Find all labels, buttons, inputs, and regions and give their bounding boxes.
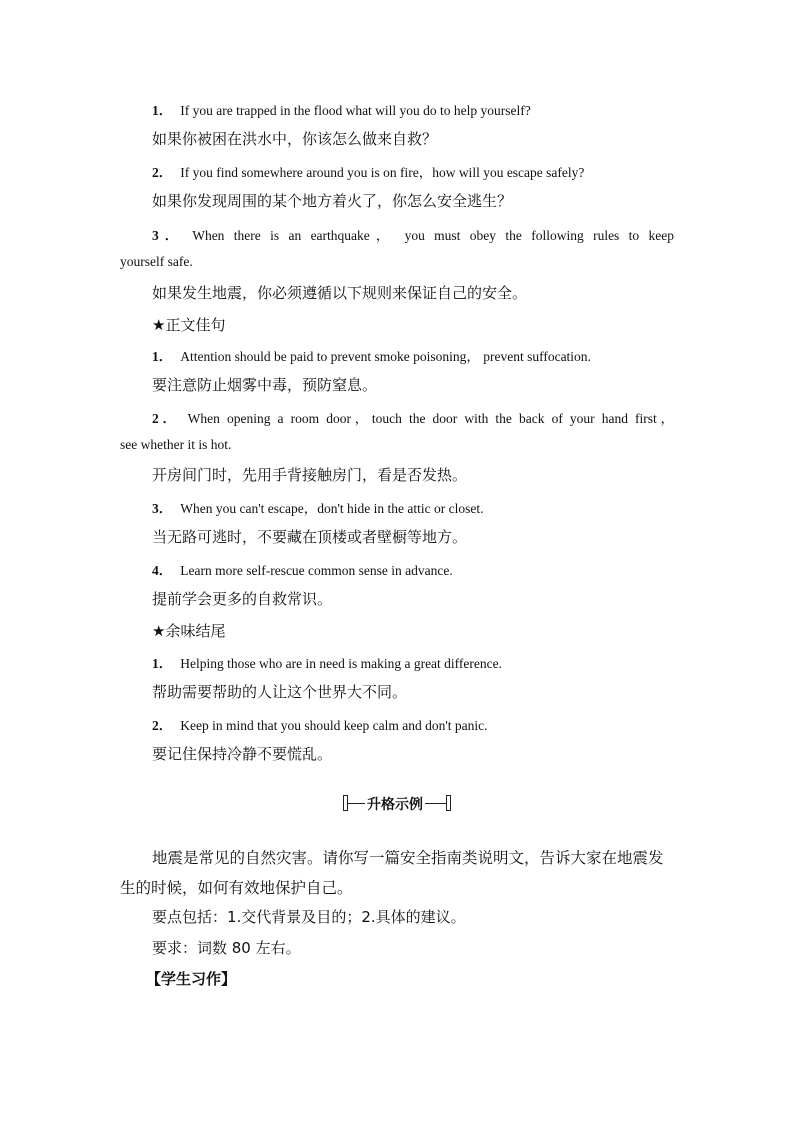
ending-section-heading: ★余味结尾 [152,622,226,640]
ending-item-1-english: 1． Helping those who are in need is making a great difference. [152,656,503,671]
body-item-1-chinese: 要注意防止烟雾中毒，预防窒息。 [152,376,378,394]
student-writing-label: 【学生习作】 [146,970,237,988]
body-item-3-chinese: 当无路可逃时，不要藏在顶楼或者壁橱等地方。 [152,528,468,546]
phrase-3-english-line1: 3． When there is an earthquake， you must obey the following rules to keep [152,228,674,243]
ending-item-2-chinese: 要记住保持冷静不要慌乱。 [152,745,333,763]
task-points: 要点包括：1.交代背景及目的；2.具体的建议。 [152,908,466,926]
task-line-2: 生的时候，如何有效地保护自己。 [120,879,353,897]
phrase-3-chinese: 如果发生地震，你必须遵循以下规则来保证自己的安全。 [152,284,528,302]
banner-label: 升格示例 [365,794,425,814]
body-item-4-chinese: 提前学会更多的自救常识。 [152,590,333,608]
phrase-3-english-line2: yourself safe. [120,254,193,269]
task-line-1: 地震是常见的自然灾害。请你写一篇安全指南类说明文，告诉大家在地震发 [152,849,664,867]
body-item-2-english-line2: see whether it is hot. [120,437,232,452]
body-section-heading: ★正文佳句 [152,316,226,334]
task-requirement: 要求：词数 80 左右。 [152,939,301,957]
body-item-2-english-line1: 2． When opening a room door，touch the door with the back of your hand first， [152,411,675,426]
body-item-2-chinese: 开房间门时，先用手背接触房门，看是否发热。 [152,466,468,484]
body-item-1-english: 1． Attention should be paid to prevent smoke poisoning， prevent suffocation. [152,349,591,364]
phrase-1-english: 1． If you are trapped in the flood what will you do to help yourself? [152,103,531,118]
phrase-1-chinese: 如果你被困在洪水中，你该怎么做来自救？ [152,130,438,148]
ending-item-2-english: 2． Keep in mind that you should keep calm and don't panic. [152,718,488,733]
phrase-2-english: 2． If you find somewhere around you is on fire，how will you escape safely? [152,165,585,180]
body-item-3-english: 3． When you can't escape，don't hide in the attic or closet. [152,501,484,516]
section-banner [343,795,451,811]
banner-right-cap [446,795,451,811]
body-item-4-english: 4． Learn more self-rescue common sense in advance. [152,563,453,578]
ending-item-1-chinese: 帮助需要帮助的人让这个世界大不同。 [152,683,408,701]
phrase-2-chinese: 如果你发现周围的某个地方着火了，你怎么安全逃生？ [152,192,513,210]
